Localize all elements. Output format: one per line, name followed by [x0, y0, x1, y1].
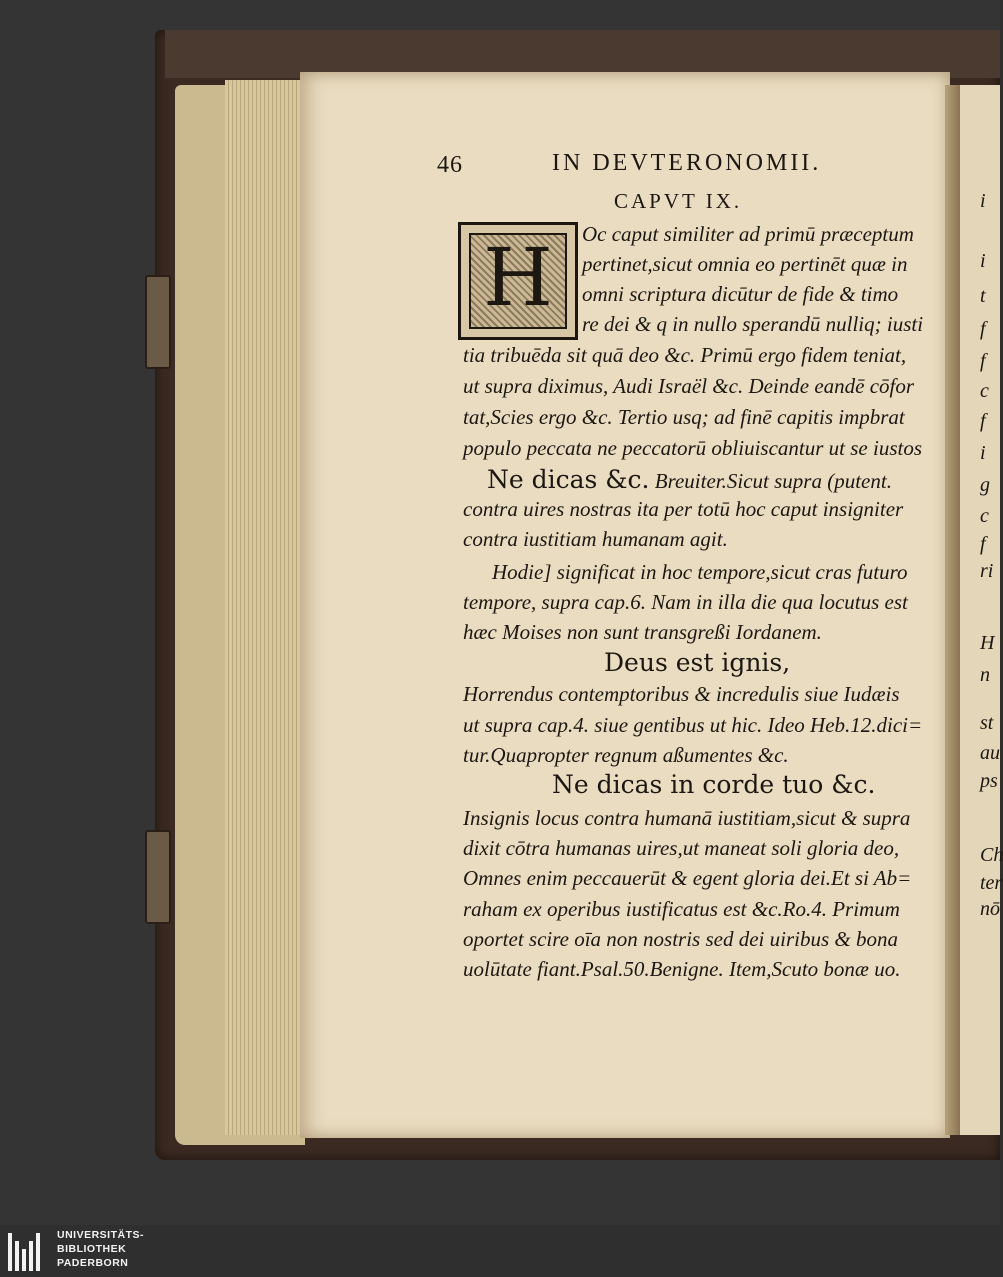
library-footer: [0, 1225, 1000, 1277]
library-name-line1: UNIVERSITÄTS-: [57, 1229, 145, 1241]
library-name-line3: PADERBORN: [57, 1257, 129, 1269]
body-line: contra iustitiam humanam agit.: [463, 527, 728, 551]
body-line: Oc caput similiter ad primū præceptum: [582, 222, 914, 246]
right-page-fragment-text: f: [980, 350, 986, 372]
body-line: Omnes enim peccauerūt & egent gloria dei.Et si Ab=: [463, 866, 912, 890]
body-line: dixit cōtra humanas uires,ut maneat soli gloria deo,: [463, 836, 900, 860]
right-page-fragment-text: i: [980, 442, 986, 464]
right-page-fragment-text: st: [980, 712, 994, 734]
right-page-fragment-text: i: [980, 250, 986, 272]
library-logo-icon: [8, 1233, 48, 1271]
right-page-fragment-text: i: [980, 190, 986, 212]
right-page-fragment-text: f: [980, 318, 986, 340]
body-line: contra uires nostras ita per totū hoc caput insigniter: [463, 497, 904, 521]
page-edges: [225, 80, 305, 1135]
right-page-fragment-text: nō: [980, 898, 1000, 920]
body-line: [487, 465, 892, 494]
right-page-fragment-text: g: [980, 474, 990, 496]
book-clasp-lower: [145, 830, 171, 924]
body-line: [604, 648, 790, 677]
body-line: raham ex operibus iustificatus est &c.Ro.4. Primum: [463, 897, 900, 921]
right-page-fragment-text: H: [980, 632, 995, 654]
body-line: oportet scire oīa non nostris sed dei uiribus & bona: [463, 927, 898, 951]
page-number: 46: [437, 152, 463, 178]
right-page-fragment-text: Ch: [980, 844, 1003, 866]
initial-letter: H: [483, 231, 553, 324]
right-page-fragment-text: t: [980, 285, 986, 307]
body-line: ut supra diximus, Audi Israël &c. Deinde eandē cōfor: [463, 374, 915, 398]
section-phrase: Deus est ignis,: [604, 648, 791, 677]
right-page-fragment-text: au: [980, 742, 1000, 764]
body-line-rest: Breuiter.Sicut supra (putent.: [649, 469, 892, 493]
body-line: tempore, supra cap.6. Nam in illa die qua locutus est: [463, 590, 908, 614]
section-phrase: Ne dicas &c.: [487, 465, 650, 494]
chapter-heading: CAPVT IX.: [614, 189, 743, 213]
running-head: IN DEVTERONOMII.: [552, 150, 822, 176]
body-line: pertinet,sicut omnia eo pertinēt quæ in: [582, 252, 908, 276]
body-line: Insignis locus contra humanā iustitiam,sicut & supra: [463, 806, 911, 830]
section-phrase: Ne dicas in corde tuo &c.: [552, 770, 876, 799]
book-cover-top-edge: [165, 30, 1000, 78]
right-page-fragment-text: ps: [980, 770, 998, 792]
right-page-fragment-text: c: [980, 380, 989, 402]
body-line: hæc Moises non sunt transgreßi Iordanem.: [463, 620, 822, 644]
body-line: re dei & q in nullo sperandū nulliq; iusti: [582, 312, 924, 336]
body-line: ut supra cap.4. siue gentibus ut hic. Ideo Heb.12.dici=: [463, 713, 923, 737]
library-name-line2: BIBLIOTHEK: [57, 1243, 127, 1255]
book-clasp-upper: [145, 275, 171, 369]
body-line: populo peccata ne peccatorū obliuiscantur ut se iustos: [463, 436, 923, 460]
right-page-fragment-text: c: [980, 505, 989, 527]
body-line: Horrendus contemptoribus & incredulis siue Iudæis: [463, 682, 900, 706]
body-line: tur.Quapropter regnum aßumentes &c.: [463, 743, 789, 767]
right-page-fragment-text: n: [980, 664, 990, 686]
decorated-initial: [458, 222, 578, 340]
body-line: [552, 770, 875, 799]
body-line: uolūtate fiant.Psal.50.Benigne. Item,Scuto bonæ uo.: [463, 957, 901, 981]
body-line: omni scriptura dicūtur de fide & timo: [582, 282, 899, 306]
body-line: tia tribuēda sit quā deo &c. Primū ergo fidem teniat,: [463, 343, 907, 367]
right-page-fragment-text: f: [980, 533, 986, 555]
body-line: tat,Scies ergo &c. Tertio usq; ad finē capitis impbrat: [463, 405, 905, 429]
right-page-fragment-text: f: [980, 410, 986, 432]
body-line: Hodie] significat in hoc tempore,sicut cras futuro: [492, 560, 908, 584]
right-page-fragment-text: ri: [980, 560, 994, 582]
right-page-fragment-text: ter: [980, 872, 1003, 894]
right-page-fragment: [960, 85, 1003, 1135]
